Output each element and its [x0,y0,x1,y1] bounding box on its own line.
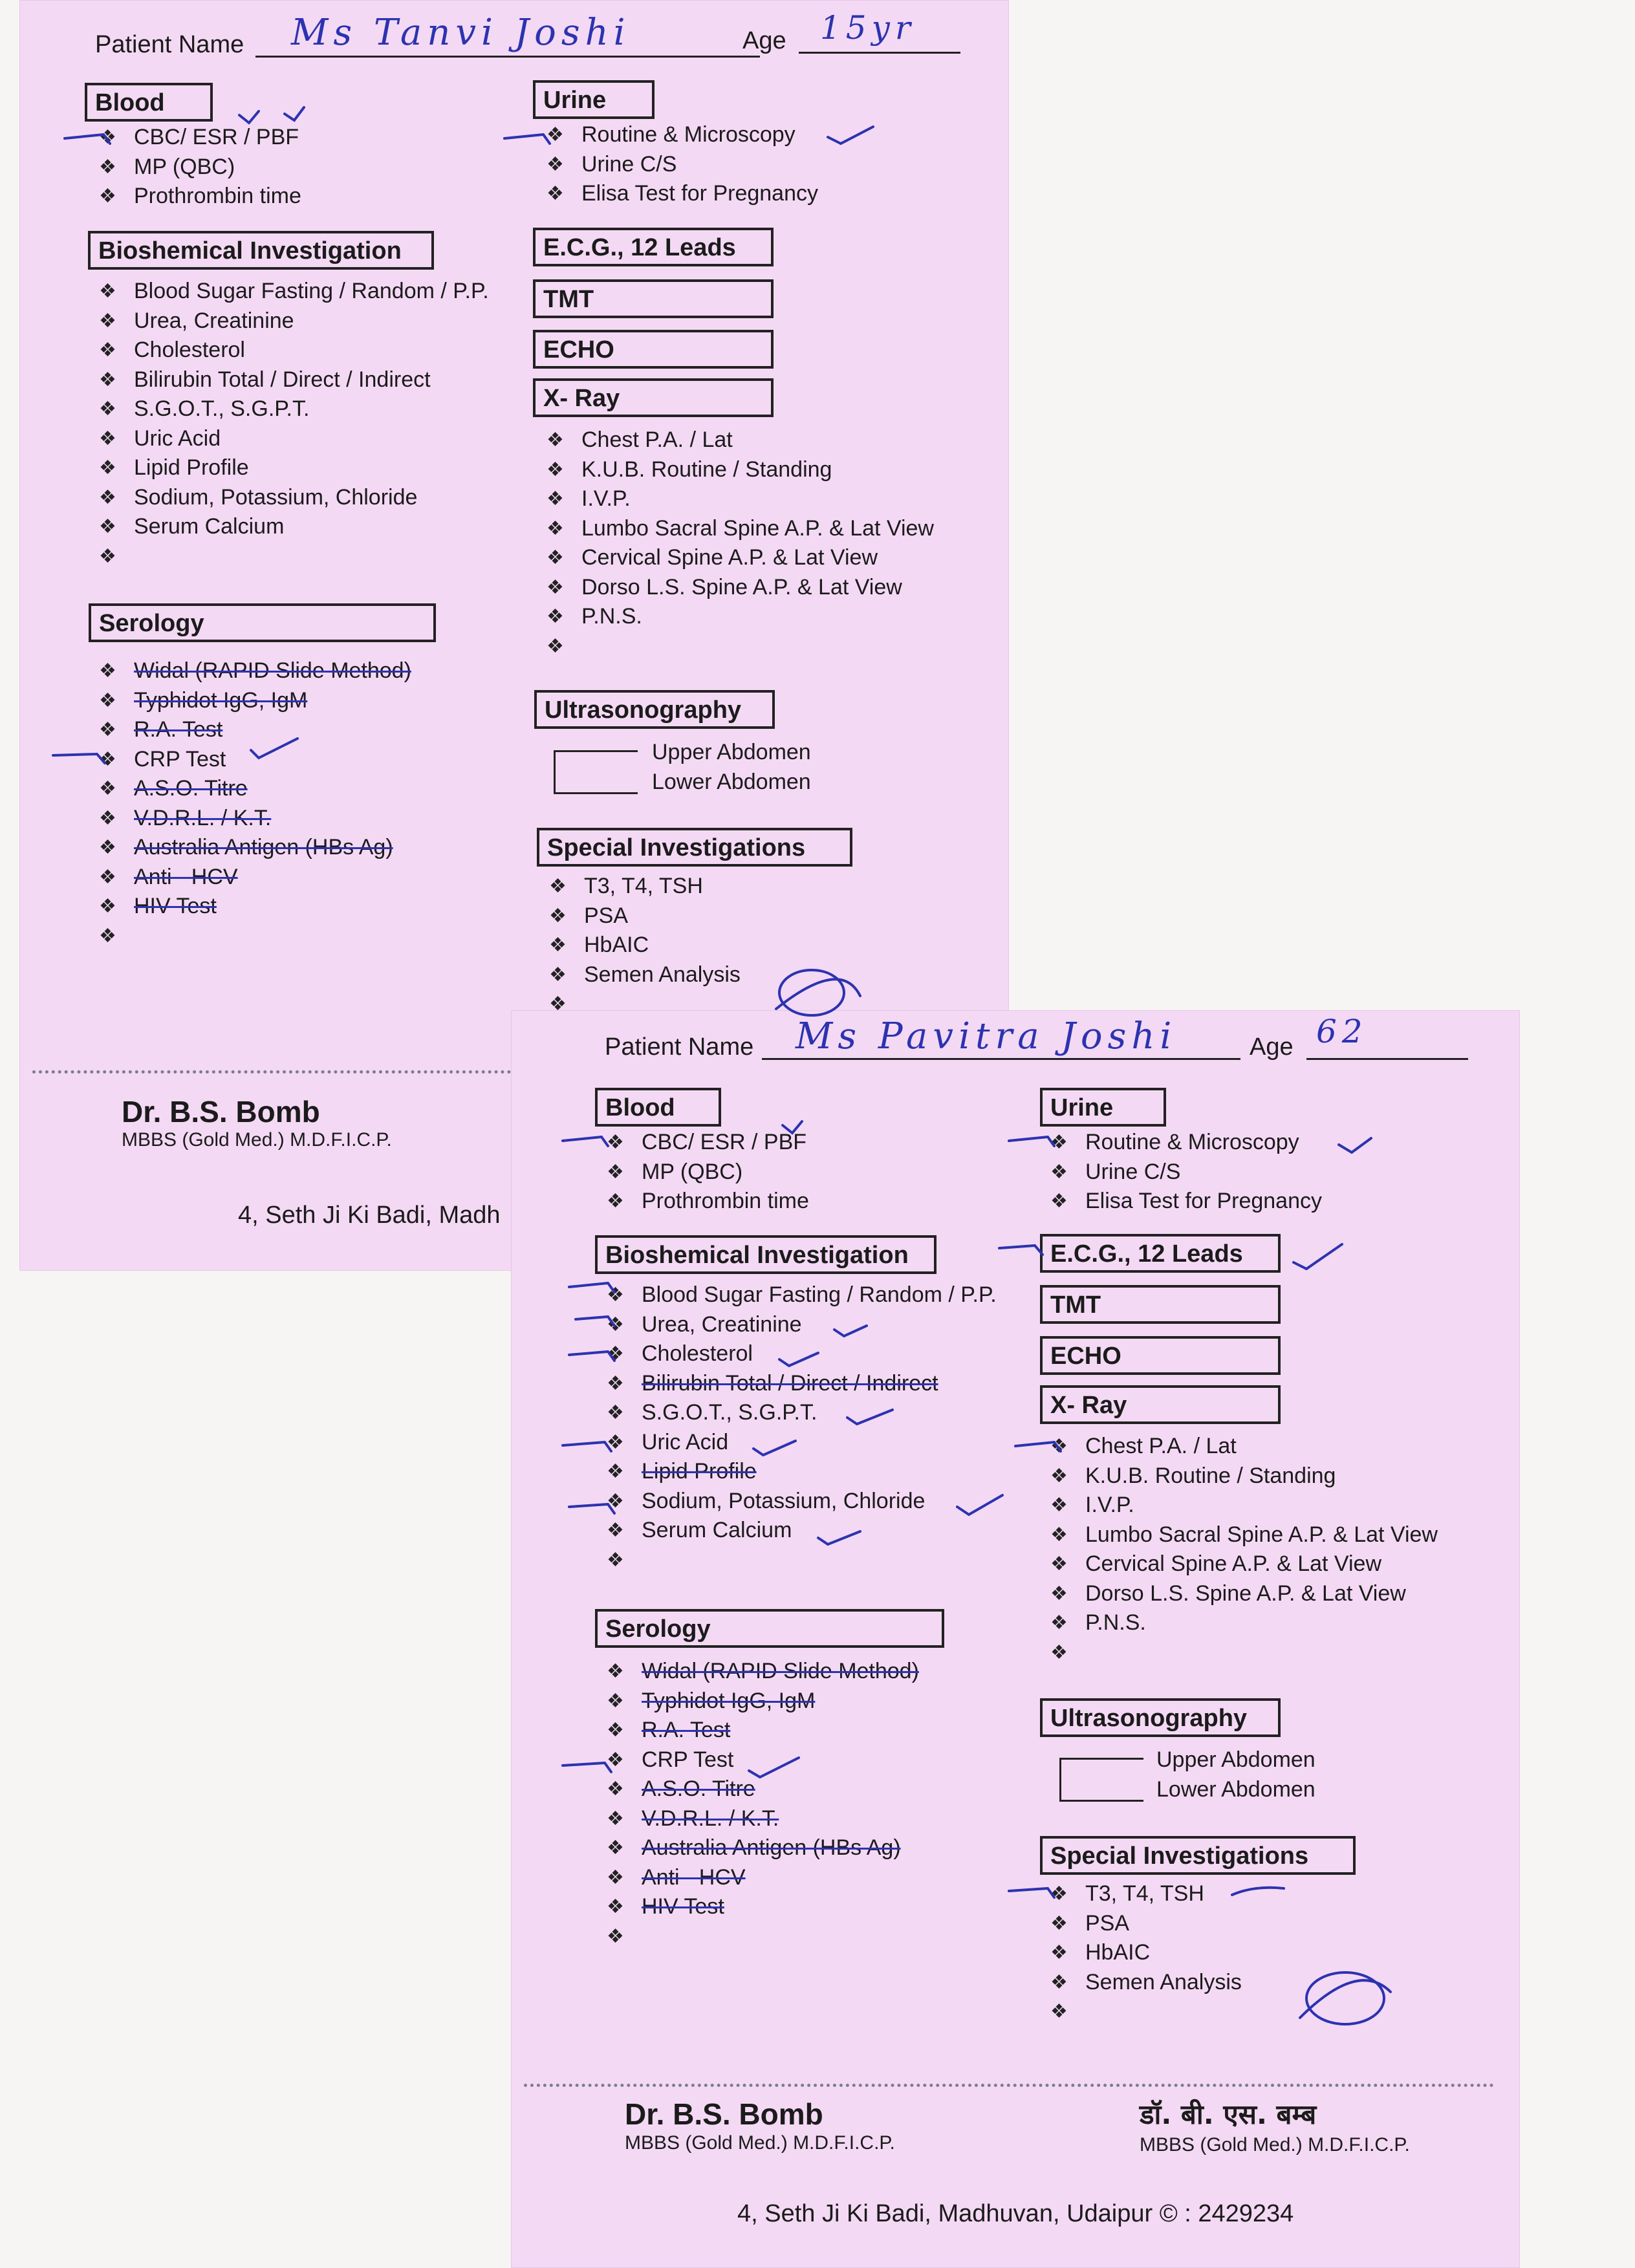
echo-section-title: ECHO [1040,1336,1281,1375]
list-item: ❖ CRP Test [599,1745,919,1775]
special-section-title: Special Investigations [1040,1836,1356,1875]
list-item: ❖ HbAIC [1043,1938,1242,1968]
list-item: ❖ Cervical Spine A.P. & Lat View [539,543,934,573]
serology-list [91,656,411,951]
age-line [799,52,960,54]
list-item: ❖ Urine C/S [539,150,818,180]
list-item: ❖ Prothrombin time [91,182,301,211]
xray-section-title: X- Ray [1040,1385,1281,1424]
biochem-list [599,1280,997,1575]
phone-icon: © [1159,2200,1178,2227]
urine-section-title: Urine [1040,1088,1166,1127]
list-item: ❖ Serum Calcium [91,512,489,542]
list-item [599,1546,997,1575]
list-item: ❖ CBC/ ESR / PBF [91,123,301,153]
patient-name-label: Patient Name [605,1033,754,1061]
patient-name-line [762,1058,1240,1060]
list-item: ❖ Sodium, Potassium, Chloride [91,483,489,513]
clinic-phone: : 2429234 [1184,2200,1294,2227]
usg-section-title: Ultrasonography [1040,1698,1281,1737]
list-item: ❖ Bilirubin Total / Direct / Indirect [91,365,489,395]
list-item: ❖ CRP Test [91,745,411,775]
urine-list [1043,1128,1322,1216]
list-item: ❖ CBC/ ESR / PBF [599,1128,809,1158]
list-item: ❖ Widal (RAPID Slide Method) [599,1657,919,1687]
blood-list [599,1128,809,1216]
serology-section-title: Serology [89,603,436,642]
doctor-qualification: MBBS (Gold Med.) M.D.F.I.C.P. [122,1129,392,1150]
patient-name-value: Ms Tanvi Joshi [291,12,631,54]
list-item: ❖ Uric Acid [91,424,489,454]
list-item: ❖ Lipid Profile [599,1457,997,1487]
list-item [1043,1638,1438,1668]
doctor-name-hindi: डॉ. बी. एस. बम्ब [1140,2099,1317,2130]
list-item: ❖ Chest P.A. / Lat [1043,1432,1438,1462]
list-item: ❖ V.D.R.L. / K.T. [91,804,411,834]
list-item: ❖ Typhidot IgG, IgM [91,686,411,716]
usg-bracket [1059,1758,1143,1802]
list-item [91,542,489,572]
blood-section-title: Blood [595,1088,721,1127]
list-item: ❖ P.N.S. [539,602,934,632]
list-item: ❖ Cervical Spine A.P. & Lat View [1043,1550,1438,1579]
list-item: ❖ MP (QBC) [599,1158,809,1187]
list-item: ❖ Elisa Test for Pregnancy [1043,1187,1322,1216]
tmt-section-title: TMT [1040,1285,1281,1324]
list-item: ❖ Anti - HCV [599,1863,919,1893]
list-item: ❖ K.U.B. Routine / Standing [539,455,934,485]
list-item: ❖ V.D.R.L. / K.T. [599,1804,919,1834]
list-item: ❖ Australia Antigen (HBs Ag) [599,1833,919,1863]
list-item: ❖ Typhidot IgG, IgM [599,1687,919,1716]
xray-section-title: X- Ray [533,378,774,417]
special-section-title: Special Investigations [537,828,852,867]
list-item: ❖ Lumbo Sacral Spine A.P. & Lat View [1043,1520,1438,1550]
usg-section-title: Ultrasonography [534,690,775,729]
age-line [1306,1058,1468,1060]
list-item: ❖ S.G.O.T., S.G.P.T. [91,394,489,424]
list-item: ❖ Prothrombin time [599,1187,809,1216]
xray-list [539,426,934,661]
usg-lower-abdomen: Lower Abdomen [652,770,811,794]
doctor-qualification-hindi: MBBS (Gold Med.) M.D.F.I.C.P. [1140,2134,1410,2155]
footer-perforation [524,2084,1494,2087]
list-item: ❖ P.N.S. [1043,1608,1438,1638]
echo-section-title: ECHO [533,330,774,369]
list-item [91,922,411,951]
prescription-slip-2 [511,1010,1520,2268]
usg-lower-abdomen: Lower Abdomen [1156,1777,1316,1802]
doctor-name: Dr. B.S. Bomb [122,1095,320,1129]
age-label: Age [1250,1033,1294,1061]
biochem-section-title: Bioshemical Investigation [595,1235,937,1274]
list-item: ❖ HIV Test [91,892,411,922]
list-item: ❖ Routine & Microscopy [539,120,818,150]
list-item: ❖ Serum Calcium [599,1516,997,1546]
list-item: ❖ Australia Antigen (HBs Ag) [91,833,411,863]
list-item: ❖ Blood Sugar Fasting / Random / P.P. [599,1280,997,1310]
ecg-section-title: E.C.G., 12 Leads [1040,1234,1281,1273]
list-item: ❖ A.S.O. Titre [599,1775,919,1804]
doctor-name: Dr. B.S. Bomb [625,2097,823,2131]
list-item: ❖ Widal (RAPID Slide Method) [91,656,411,686]
blood-section-title: Blood [85,83,213,122]
special-list [541,872,741,1019]
biochem-list [91,277,489,571]
usg-bracket [554,750,638,794]
serology-list [599,1657,919,1951]
list-item: ❖ I.V.P. [1043,1491,1438,1520]
usg-upper-abdomen: Upper Abdomen [1156,1747,1316,1772]
list-item: ❖ Routine & Microscopy [1043,1128,1322,1158]
list-item: ❖ R.A. Test [599,1716,919,1745]
special-list [1043,1879,1242,2027]
footer-perforation [32,1070,524,1074]
list-item: ❖ PSA [541,902,741,931]
list-item: ❖ Urine C/S [1043,1158,1322,1187]
list-item: ❖ R.A. Test [91,715,411,745]
list-item: ❖ S.G.O.T., S.G.P.T. [599,1398,997,1428]
list-item: ❖ Dorso L.S. Spine A.P. & Lat View [539,573,934,603]
xray-list [1043,1432,1438,1667]
patient-name-line [255,56,760,58]
list-item: ❖ Urea, Creatinine [91,307,489,336]
list-item: ❖ MP (QBC) [91,153,301,182]
tmt-section-title: TMT [533,279,774,318]
age-label: Age [742,27,786,54]
list-item: ❖ Anti - HCV [91,863,411,892]
list-item: ❖ Lipid Profile [91,453,489,483]
list-item: ❖ HIV Test [599,1892,919,1922]
list-item: ❖ Uric Acid [599,1428,997,1458]
list-item: ❖ HbAIC [541,931,741,960]
clinic-address: 4, Seth Ji Ki Badi, Madhuvan, Udaipur © : 2429234 [737,2200,1294,2227]
list-item: ❖ Chest P.A. / Lat [539,426,934,455]
list-item: ❖ K.U.B. Routine / Standing [1043,1462,1438,1491]
list-item: ❖ Lumbo Sacral Spine A.P. & Lat View [539,514,934,544]
list-item [1043,1997,1242,2027]
list-item: ❖ Sodium, Potassium, Chloride [599,1487,997,1517]
usg-upper-abdomen: Upper Abdomen [652,740,811,764]
list-item: ❖ Cholesterol [599,1339,997,1369]
age-value: 15yr [820,9,916,47]
list-item: ❖ Urea, Creatinine [599,1310,997,1340]
urine-list [539,120,818,209]
blood-list [91,123,301,211]
list-item: ❖ Elisa Test for Pregnancy [539,179,818,209]
list-item [599,1922,919,1952]
biochem-section-title: Bioshemical Investigation [88,231,434,270]
patient-name-value: Ms Pavitra Joshi [796,1015,1177,1057]
list-item: ❖ Bilirubin Total / Direct / Indirect [599,1369,997,1399]
list-item: ❖ I.V.P. [539,484,934,514]
ecg-section-title: E.C.G., 12 Leads [533,228,774,266]
clinic-address: 4, Seth Ji Ki Badi, Madh [238,1202,501,1229]
list-item [539,632,934,662]
list-item: ❖ A.S.O. Titre [91,774,411,804]
list-item: ❖ Blood Sugar Fasting / Random / P.P. [91,277,489,307]
urine-section-title: Urine [533,80,655,119]
age-value: 62 [1316,1013,1368,1050]
list-item: ❖ Semen Analysis [541,960,741,990]
list-item: ❖ Cholesterol [91,336,489,365]
patient-name-label: Patient Name [95,31,244,58]
list-item: ❖ T3, T4, TSH [1043,1879,1242,1909]
serology-section-title: Serology [595,1609,944,1648]
list-item: ❖ Semen Analysis [1043,1968,1242,1998]
list-item: ❖ Dorso L.S. Spine A.P. & Lat View [1043,1579,1438,1609]
doctor-qualification: MBBS (Gold Med.) M.D.F.I.C.P. [625,2132,895,2154]
list-item: ❖ PSA [1043,1909,1242,1939]
list-item: ❖ T3, T4, TSH [541,872,741,902]
